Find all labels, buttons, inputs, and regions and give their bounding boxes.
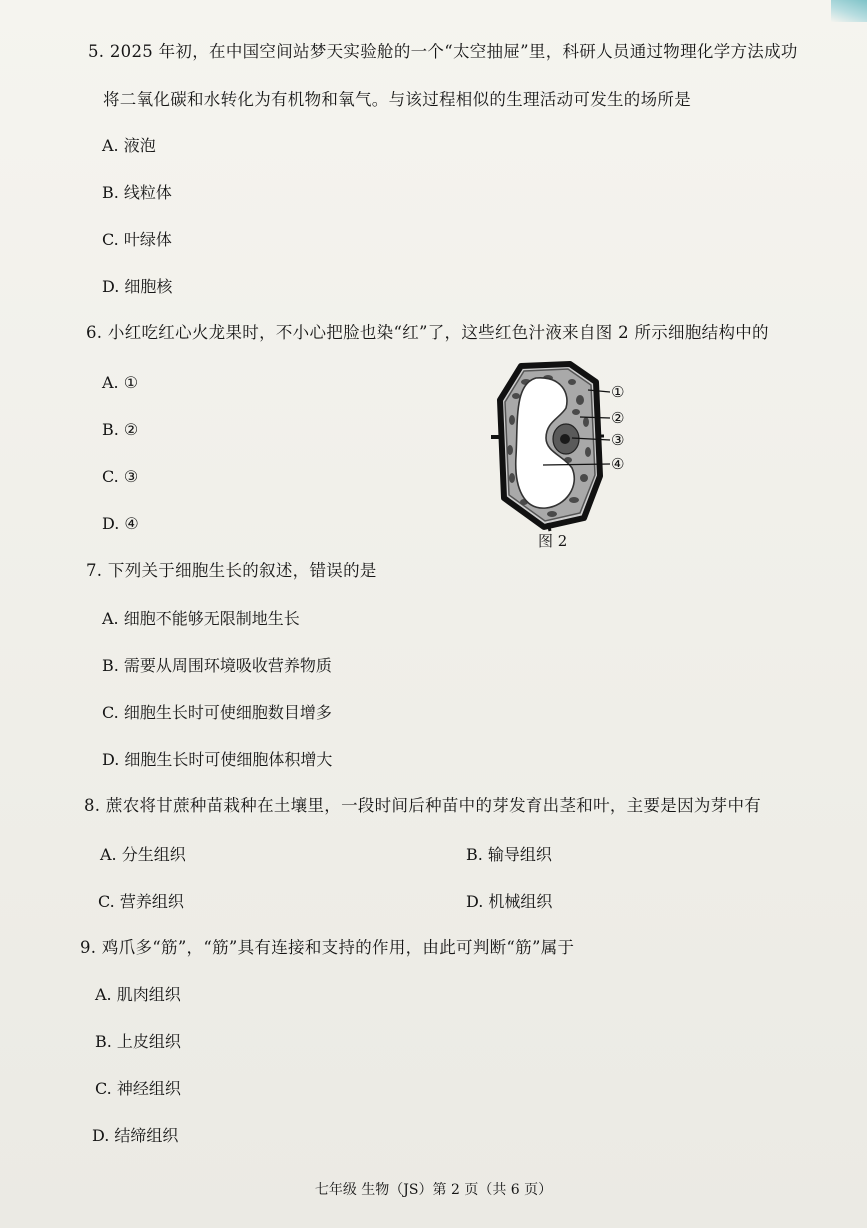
nucleolus bbox=[560, 434, 570, 444]
question-7-option-b: B. 需要从周围环境吸收营养物质 bbox=[102, 656, 332, 675]
question-5-stem-line-2: 将二氧化碳和水转化为有机物和氧气。与该过程相似的生理活动可发生的场所是 bbox=[103, 90, 691, 109]
question-5-stem-line-1: 5. 2025 年初，在中国空间站梦天实验舱的一个“太空抽屉”里，科研人员通过物理化学方法成功 bbox=[88, 42, 798, 61]
question-8-option-a: A. 分生组织 bbox=[100, 845, 186, 864]
question-7-option-a: A. 细胞不能够无限制地生长 bbox=[102, 609, 300, 628]
question-6-option-d: D. ④ bbox=[102, 514, 139, 533]
label-2: ② bbox=[611, 409, 625, 427]
corner-color-mark bbox=[831, 0, 867, 22]
question-7-stem: 7. 下列关于细胞生长的叙述，错误的是 bbox=[86, 561, 377, 580]
question-8-stem: 8. 蔗农将甘蔗种苗栽种在土壤里，一段时间后种苗中的芽发育出茎和叶，主要是因为芽中有 bbox=[84, 796, 762, 815]
question-5-option-d: D. 细胞核 bbox=[102, 277, 173, 296]
question-9-stem: 9. 鸡爪多“筋”，“筋”具有连接和支持的作用，由此可判断“筋”属于 bbox=[80, 938, 575, 957]
question-5-option-a: A. 液泡 bbox=[102, 136, 156, 155]
plant-cell-figure bbox=[488, 360, 648, 560]
question-8-option-b: B. 输导组织 bbox=[466, 845, 552, 864]
question-5-option-b: B. 线粒体 bbox=[102, 183, 172, 202]
label-4: ④ bbox=[611, 455, 625, 473]
question-9-option-c: C. 神经组织 bbox=[95, 1079, 181, 1098]
question-9-option-d: D. 结缔组织 bbox=[92, 1126, 179, 1145]
page-footer: 七年级 生物（JS）第 2 页（共 6 页） bbox=[314, 1182, 553, 1198]
question-7-option-d: D. 细胞生长时可使细胞体积增大 bbox=[102, 750, 333, 769]
question-9-option-b: B. 上皮组织 bbox=[95, 1032, 181, 1051]
question-6-option-a: A. ① bbox=[102, 373, 139, 392]
wall-stub-bottom bbox=[548, 523, 550, 531]
question-5-option-c: C. 叶绿体 bbox=[102, 230, 172, 249]
question-6-option-c: C. ③ bbox=[102, 467, 139, 486]
question-7-option-c: C. 细胞生长时可使细胞数目增多 bbox=[102, 703, 332, 722]
question-6-option-b: B. ② bbox=[102, 420, 139, 439]
question-8-option-d: D. 机械组织 bbox=[466, 892, 553, 911]
label-3: ③ bbox=[611, 431, 625, 449]
question-9-option-a: A. 肌肉组织 bbox=[95, 985, 181, 1004]
plant-cell-diagram bbox=[488, 360, 648, 560]
question-8-option-c: C. 营养组织 bbox=[98, 892, 184, 911]
figure-caption: 图 2 bbox=[538, 532, 568, 550]
label-1: ① bbox=[611, 383, 625, 401]
question-6-stem: 6. 小红吃红心火龙果时，不小心把脸也染“红”了，这些红色汁液来自图 2 所示细胞结构中的 bbox=[86, 323, 769, 342]
